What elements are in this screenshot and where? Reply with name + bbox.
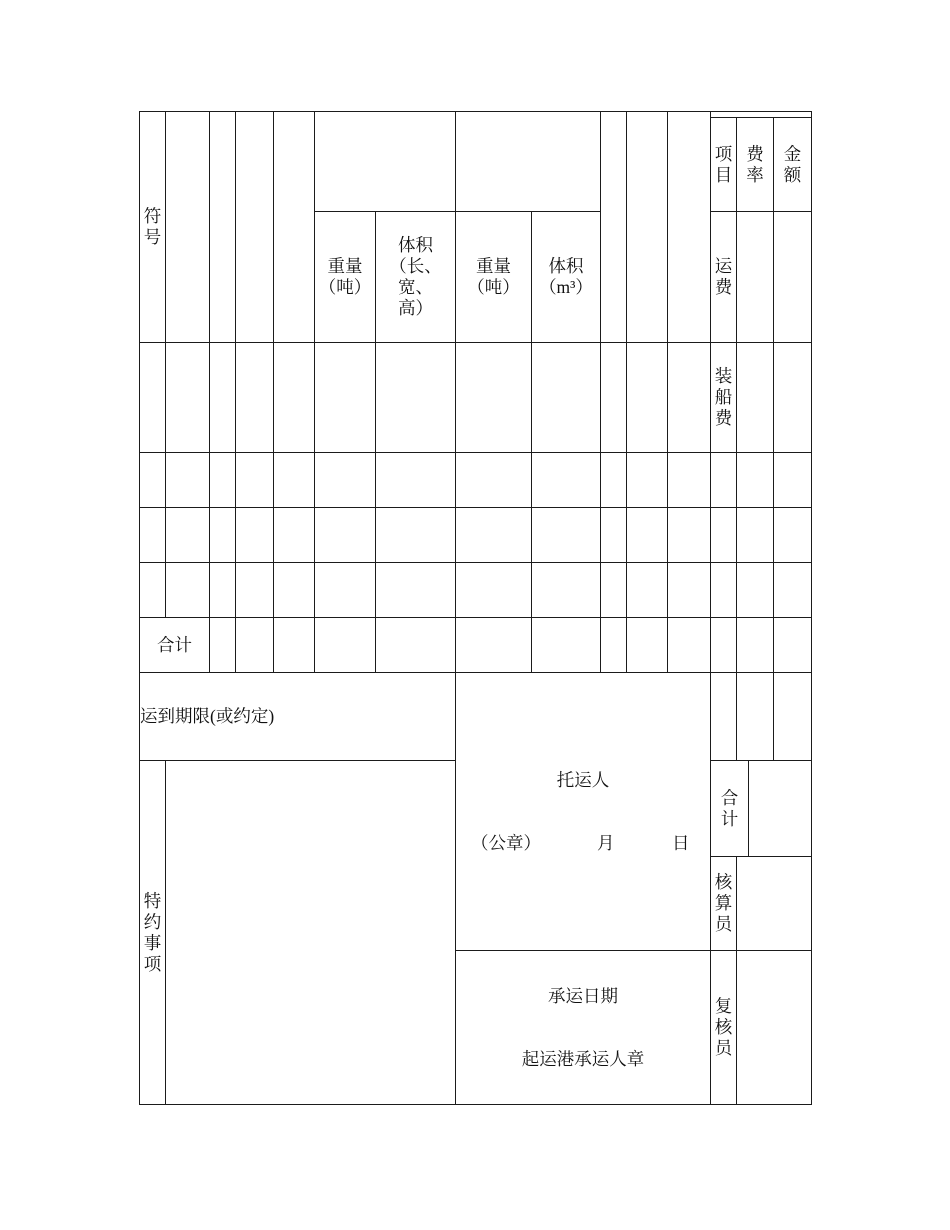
cargo-total-cell [209, 617, 236, 673]
cargo-total-cell [531, 617, 601, 673]
group-2-weight-header [455, 211, 532, 343]
header-cell [273, 111, 315, 343]
carrier-port-seal-label: 起运港承运人章 [521, 1049, 645, 1069]
cargo-cell [273, 507, 315, 563]
cargo-cell [626, 452, 668, 508]
group-2-weight-label: 重量（吨） [467, 256, 520, 297]
delivery-deadline-cell [139, 672, 456, 761]
cargo-cell [375, 452, 456, 508]
cargo-cell [667, 562, 711, 618]
group-1-volume-label: 体积（长、宽、高） [389, 235, 442, 318]
shipper-title: 托运人 [556, 770, 610, 790]
cargo-cell [139, 342, 166, 453]
group-2-header-cell [455, 111, 601, 212]
fee-amount-cell [773, 211, 812, 343]
fee-amount-cell [773, 672, 812, 761]
fee-rate-cell [736, 507, 774, 563]
cargo-cell [375, 507, 456, 563]
cargo-cell [273, 452, 315, 508]
cargo-cell [209, 452, 236, 508]
fee-item-header [710, 117, 737, 212]
fee-item-cell [710, 617, 737, 673]
cargo-cell [600, 452, 627, 508]
carrier-block [455, 950, 711, 1105]
cargo-cell [531, 507, 601, 563]
fee-item-label: 项目 [714, 143, 733, 185]
fee-item-cell [710, 672, 737, 761]
cargo-cell [455, 452, 532, 508]
accountant-label-cell [710, 856, 737, 951]
cargo-total-label-cell [139, 617, 210, 673]
shipper-day-label: 日 [672, 833, 690, 853]
special-terms-label: 特约事项 [143, 890, 162, 974]
cargo-total-label: 合计 [157, 634, 192, 655]
fee-freight-cell [710, 211, 737, 343]
fee-amount-cell [773, 562, 812, 618]
cargo-cell [600, 507, 627, 563]
fee-freight-label: 运费 [714, 256, 733, 297]
cargo-cell [165, 562, 210, 618]
cargo-cell [209, 562, 236, 618]
carrier-date-label: 承运日期 [548, 986, 618, 1006]
cargo-cell [455, 562, 532, 618]
delivery-deadline-label: 运到期限(或约定) [140, 706, 275, 726]
header-cell [165, 111, 210, 343]
fee-rate-label: 费率 [746, 143, 764, 185]
fee-rate-header [736, 117, 774, 212]
reviewer-label-cell [710, 950, 737, 1105]
cargo-cell [314, 562, 376, 618]
cargo-cell [531, 342, 601, 453]
cargo-cell [375, 342, 456, 453]
fee-amount-label: 金额 [783, 143, 802, 185]
fee-loading-cell [710, 342, 737, 453]
cargo-cell [273, 342, 315, 453]
symbol-header-cell [139, 111, 166, 343]
cargo-cell [139, 452, 166, 508]
fee-rate-cell [736, 672, 774, 761]
cargo-cell [139, 562, 166, 618]
cargo-cell [375, 562, 456, 618]
cargo-total-cell [375, 617, 456, 673]
fee-rate-cell [736, 452, 774, 508]
cargo-cell [209, 507, 236, 563]
cargo-cell [626, 342, 668, 453]
cargo-cell [165, 452, 210, 508]
header-cell [235, 111, 274, 343]
cargo-total-cell [235, 617, 274, 673]
reviewer-label: 复核员 [714, 996, 733, 1058]
fee-amount-cell [773, 507, 812, 563]
cargo-cell [235, 507, 274, 563]
cargo-cell [531, 452, 601, 508]
cargo-cell [531, 562, 601, 618]
shipper-block [455, 672, 711, 951]
cargo-cell [626, 562, 668, 618]
reviewer-value-cell [736, 950, 812, 1105]
cargo-cell [273, 562, 315, 618]
cargo-cell [139, 507, 166, 563]
cargo-cell [235, 452, 274, 508]
group-1-volume-header [375, 211, 456, 343]
header-cell [667, 111, 711, 343]
special-terms-label-cell [139, 760, 166, 1105]
fee-rate-cell [736, 342, 774, 453]
cargo-cell [600, 562, 627, 618]
cargo-cell [314, 342, 376, 453]
cargo-cell [314, 452, 376, 508]
header-cell [600, 111, 627, 343]
cargo-cell [626, 507, 668, 563]
cargo-cell [314, 507, 376, 563]
cargo-total-cell [455, 617, 532, 673]
group-1-weight-header [314, 211, 376, 343]
accountant-label: 核算员 [714, 872, 733, 934]
fee-loading-label: 装船费 [714, 366, 733, 428]
fee-amount-cell [773, 617, 812, 673]
fee-item-cell [710, 452, 737, 508]
cargo-cell [667, 452, 711, 508]
cargo-total-cell [600, 617, 627, 673]
cargo-cell [455, 342, 532, 453]
cargo-cell [667, 507, 711, 563]
header-cell [626, 111, 668, 343]
cargo-cell [235, 342, 274, 453]
cargo-cell [235, 562, 274, 618]
shipper-seal-label: （公章） [471, 833, 541, 853]
cargo-cell [667, 342, 711, 453]
fee-amount-cell [773, 342, 812, 453]
cargo-cell [600, 342, 627, 453]
fee-amount-cell [773, 452, 812, 508]
cargo-cell [455, 507, 532, 563]
group-2-volume-header [531, 211, 601, 343]
fee-item-cell [710, 507, 737, 563]
cargo-total-cell [273, 617, 315, 673]
group-1-header-cell [314, 111, 456, 212]
fee-total-label-cell [710, 760, 749, 857]
group-1-weight-label: 重量（吨） [318, 256, 372, 297]
header-cell [209, 111, 236, 343]
accountant-value-cell [736, 856, 812, 951]
cargo-cell [165, 507, 210, 563]
cargo-cell [209, 342, 236, 453]
cargo-cell [165, 342, 210, 453]
fee-total-value-cell [748, 760, 812, 857]
fee-rate-cell [736, 617, 774, 673]
fee-item-cell [710, 562, 737, 618]
cargo-total-cell [667, 617, 711, 673]
cargo-total-cell [314, 617, 376, 673]
shipper-month-label: 月 [597, 833, 615, 853]
fee-rate-cell [736, 211, 774, 343]
fee-amount-header [773, 117, 812, 212]
fee-total-label: 合计 [720, 787, 739, 829]
fee-rate-cell [736, 562, 774, 618]
group-2-volume-label: 体积（m³） [539, 256, 593, 297]
cargo-total-cell [626, 617, 668, 673]
special-terms-content-cell [165, 760, 456, 1105]
symbol-label: 符号 [143, 206, 162, 247]
